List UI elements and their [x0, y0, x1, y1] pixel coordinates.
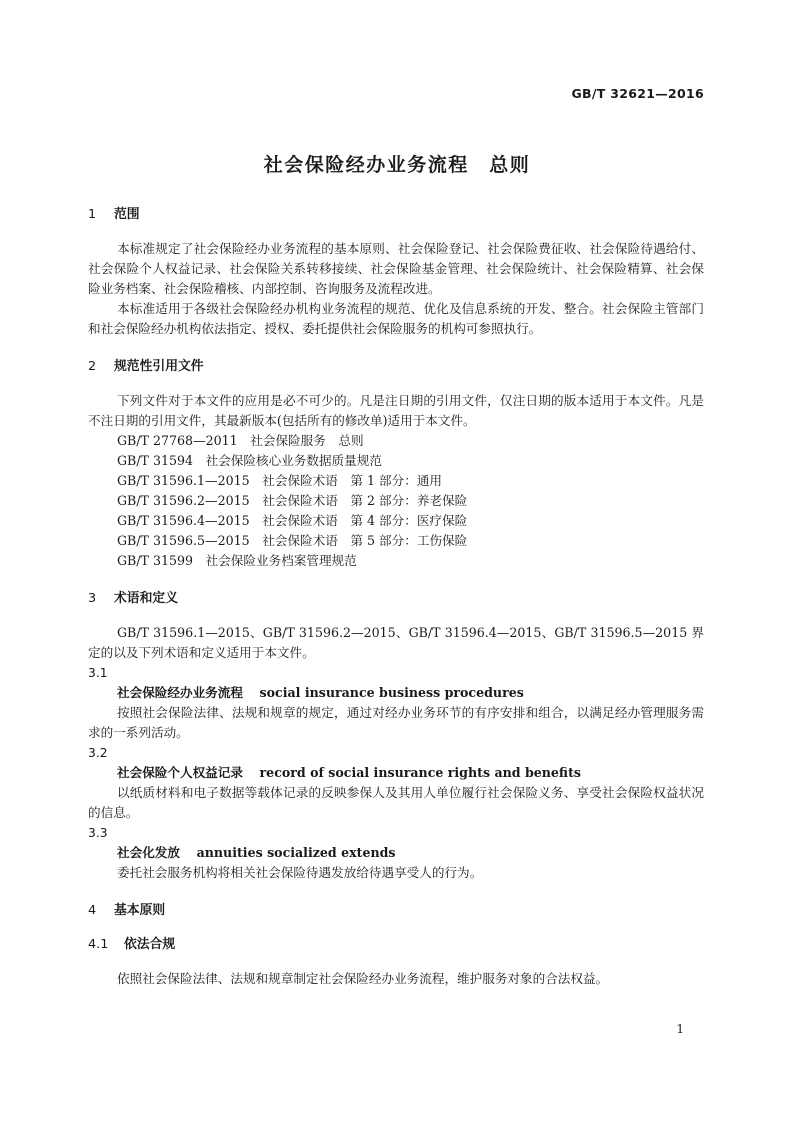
reference-item: GB/T 31596.4—2015 社会保险术语 第 4 部分：医疗保险	[117, 513, 468, 528]
reference-item: GB/T 31596.2—2015 社会保险术语 第 2 部分：养老保险	[117, 493, 468, 508]
term-definition: 以纸质材料和电子数据等载体记录的反映参保人及其用人单位履行社会保险义务、享受社会保险权益状况的信息。	[88, 785, 704, 820]
term-zh: 社会保险经办业务流程	[117, 685, 243, 700]
section-title: 范围	[114, 207, 140, 222]
reference-item: GB/T 31599 社会保险业务档案管理规范	[117, 553, 357, 568]
standard-code: GB/T 32621—2016	[571, 86, 704, 101]
term-number: 3.2	[88, 746, 108, 760]
term-number: 3.3	[88, 826, 108, 840]
reference-item: GB/T 31596.5—2015 社会保险术语 第 5 部分：工伤保险	[117, 533, 468, 548]
section-title: 规范性引用文件	[114, 359, 204, 374]
section-number: 2	[88, 359, 97, 374]
section-number: 1	[88, 207, 97, 222]
section-heading-scope	[88, 205, 704, 225]
term-definition: 按照社会保险法律、法规和规章的规定，通过对经办业务环节的有序安排和组合，以满足经办管理服务需求的一系列活动。	[88, 705, 704, 740]
term-en: annuities socialized extends	[196, 845, 396, 860]
term-zh: 社会化发放	[117, 845, 180, 860]
section-number: 3	[88, 591, 97, 606]
paragraph: GB/T 31596.1—2015、GB/T 31596.2—2015、GB/T 31596.4—2015、GB/T 31596.5—2015 界定的以及下列术语和定义适用于本文件。	[88, 625, 704, 660]
reference-item: GB/T 27768—2011 社会保险服务 总则	[117, 433, 364, 448]
term-en: social insurance business procedures	[259, 685, 524, 700]
section-number: 4	[88, 903, 97, 918]
term-number: 3.1	[88, 666, 108, 680]
term-definition: 委托社会服务机构将相关社会保险待遇发放给待遇享受人的行为。	[117, 865, 483, 880]
subsection-number: 4.1	[88, 937, 109, 952]
paragraph: 本标准规定了社会保险经办业务流程的基本原则、社会保险登记、社会保险费征收、社会保险待遇给付、社会保险个人权益记录、社会保险关系转移接续、社会保险基金管理、社会保险统计、社会保险精算、社会保险业务档案、社会保险稽核、内部控制、咨询服务及流程改进。	[88, 241, 704, 296]
page-number: 1	[676, 1022, 684, 1036]
term-heading	[88, 843, 704, 863]
reference-item: GB/T 31594 社会保险核心业务数据质量规范	[117, 453, 382, 468]
section-heading-terms-definitions	[88, 589, 704, 609]
section-title: 术语和定义	[114, 591, 178, 606]
document-title: 社会保险经办业务流程 总则	[263, 154, 531, 176]
paragraph: 依照社会保险法律、法规和规章制定社会保险经办业务流程，维护服务对象的合法权益。	[117, 971, 609, 986]
term-heading	[88, 763, 704, 783]
section-heading-normative-references	[88, 357, 704, 377]
document-body	[88, 205, 704, 989]
section-title: 基本原则	[114, 903, 166, 918]
section-heading-basic-principles	[88, 901, 704, 921]
term-en: record of social insurance rights and benefits	[259, 765, 581, 780]
paragraph: 下列文件对于本文件的应用是必不可少的。凡是注日期的引用文件，仅注日期的版本适用于本文件。凡是不注日期的引用文件，其最新版本(包括所有的修改单)适用于本文件。	[88, 393, 704, 428]
paragraph: 本标准适用于各级社会保险经办机构业务流程的规范、优化及信息系统的开发、整合。社会保险主管部门和社会保险经办机构依法指定、授权、委托提供社会保险服务的机构可参照执行。	[88, 301, 704, 336]
subsection-title: 依法合规	[124, 937, 176, 952]
term-heading	[88, 683, 704, 703]
reference-item: GB/T 31596.1—2015 社会保险术语 第 1 部分：通用	[117, 473, 443, 488]
subsection-heading-legal-compliance	[88, 935, 704, 955]
term-zh: 社会保险个人权益记录	[117, 765, 243, 780]
